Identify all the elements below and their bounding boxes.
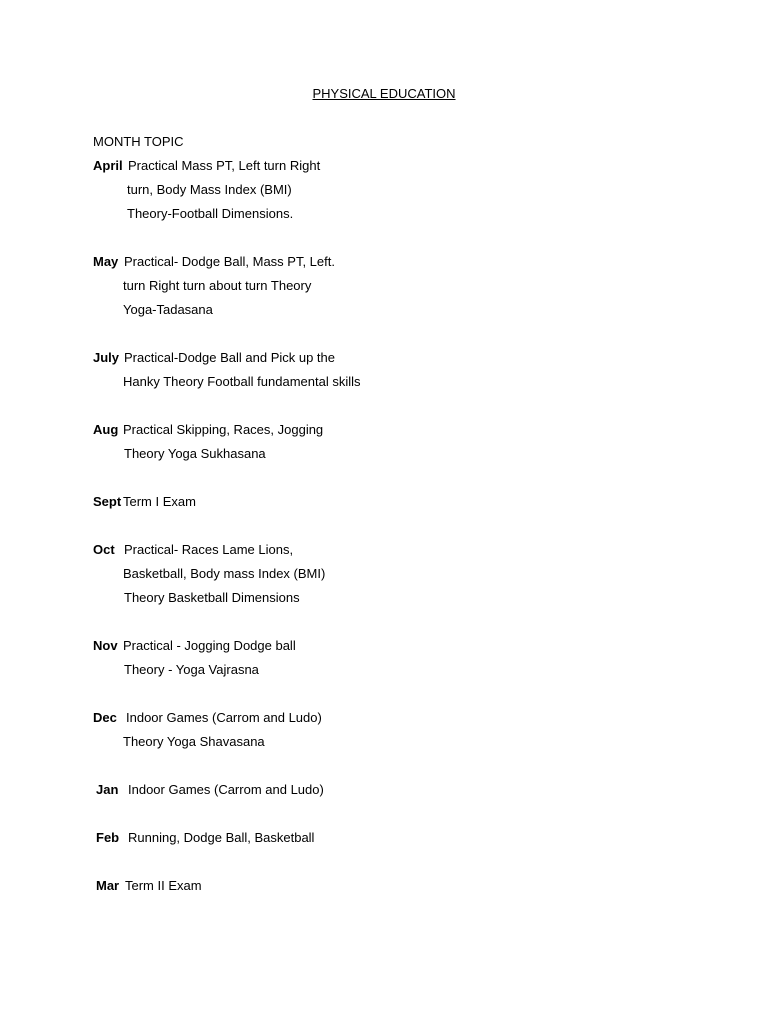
month-label-sept: Sept <box>93 494 122 509</box>
topic-line: Yoga-Tadasana <box>123 302 213 317</box>
month-label-may: May <box>93 254 119 269</box>
topic-line: turn Right turn about turn Theory <box>123 278 312 293</box>
topic-line: Practical Mass PT, Left turn Right <box>128 158 321 173</box>
topic-line: Theory-Football Dimensions. <box>127 206 294 221</box>
month-label-aug: Aug <box>93 422 119 437</box>
topic-line: Practical-Dodge Ball and Pick up the <box>124 350 336 365</box>
topic-line: Theory Yoga Shavasana <box>123 734 265 749</box>
topic-line: Practical- Dodge Ball, Mass PT, Left. <box>124 254 335 269</box>
month-label-dec: Dec <box>93 710 117 725</box>
topic-line: Theory - Yoga Vajrasna <box>124 662 259 677</box>
topic-line: Term I Exam <box>123 494 196 509</box>
topic-line: Hanky Theory Football fundamental skills <box>123 374 361 389</box>
month-label-jan: Jan <box>96 782 119 797</box>
topic-line: Indoor Games (Carrom and Ludo) <box>128 782 324 797</box>
topic-line: Theory Yoga Sukhasana <box>124 446 266 461</box>
page-title: PHYSICAL EDUCATION <box>312 86 456 101</box>
month-label-july: July <box>93 350 120 365</box>
month-label-mar: Mar <box>96 878 120 893</box>
topic-line: Term II Exam <box>125 878 202 893</box>
topic-line: Basketball, Body mass Index (BMI) <box>123 566 326 581</box>
month-label-feb: Feb <box>96 830 120 845</box>
column-header: MONTH TOPIC <box>93 134 184 149</box>
month-label-nov: Nov <box>93 638 118 653</box>
topic-line: Indoor Games (Carrom and Ludo) <box>126 710 322 725</box>
topic-line: Running, Dodge Ball, Basketball <box>128 830 315 845</box>
topic-line: Practical Skipping, Races, Jogging <box>123 422 324 437</box>
topic-line: Practical - Jogging Dodge ball <box>123 638 296 653</box>
month-label-oct: Oct <box>93 542 115 557</box>
topic-line: Theory Basketball Dimensions <box>124 590 300 605</box>
topic-line: Practical- Races Lame Lions, <box>124 542 294 557</box>
month-label-april: April <box>93 158 123 173</box>
topic-line: turn, Body Mass Index (BMI) <box>127 182 292 197</box>
